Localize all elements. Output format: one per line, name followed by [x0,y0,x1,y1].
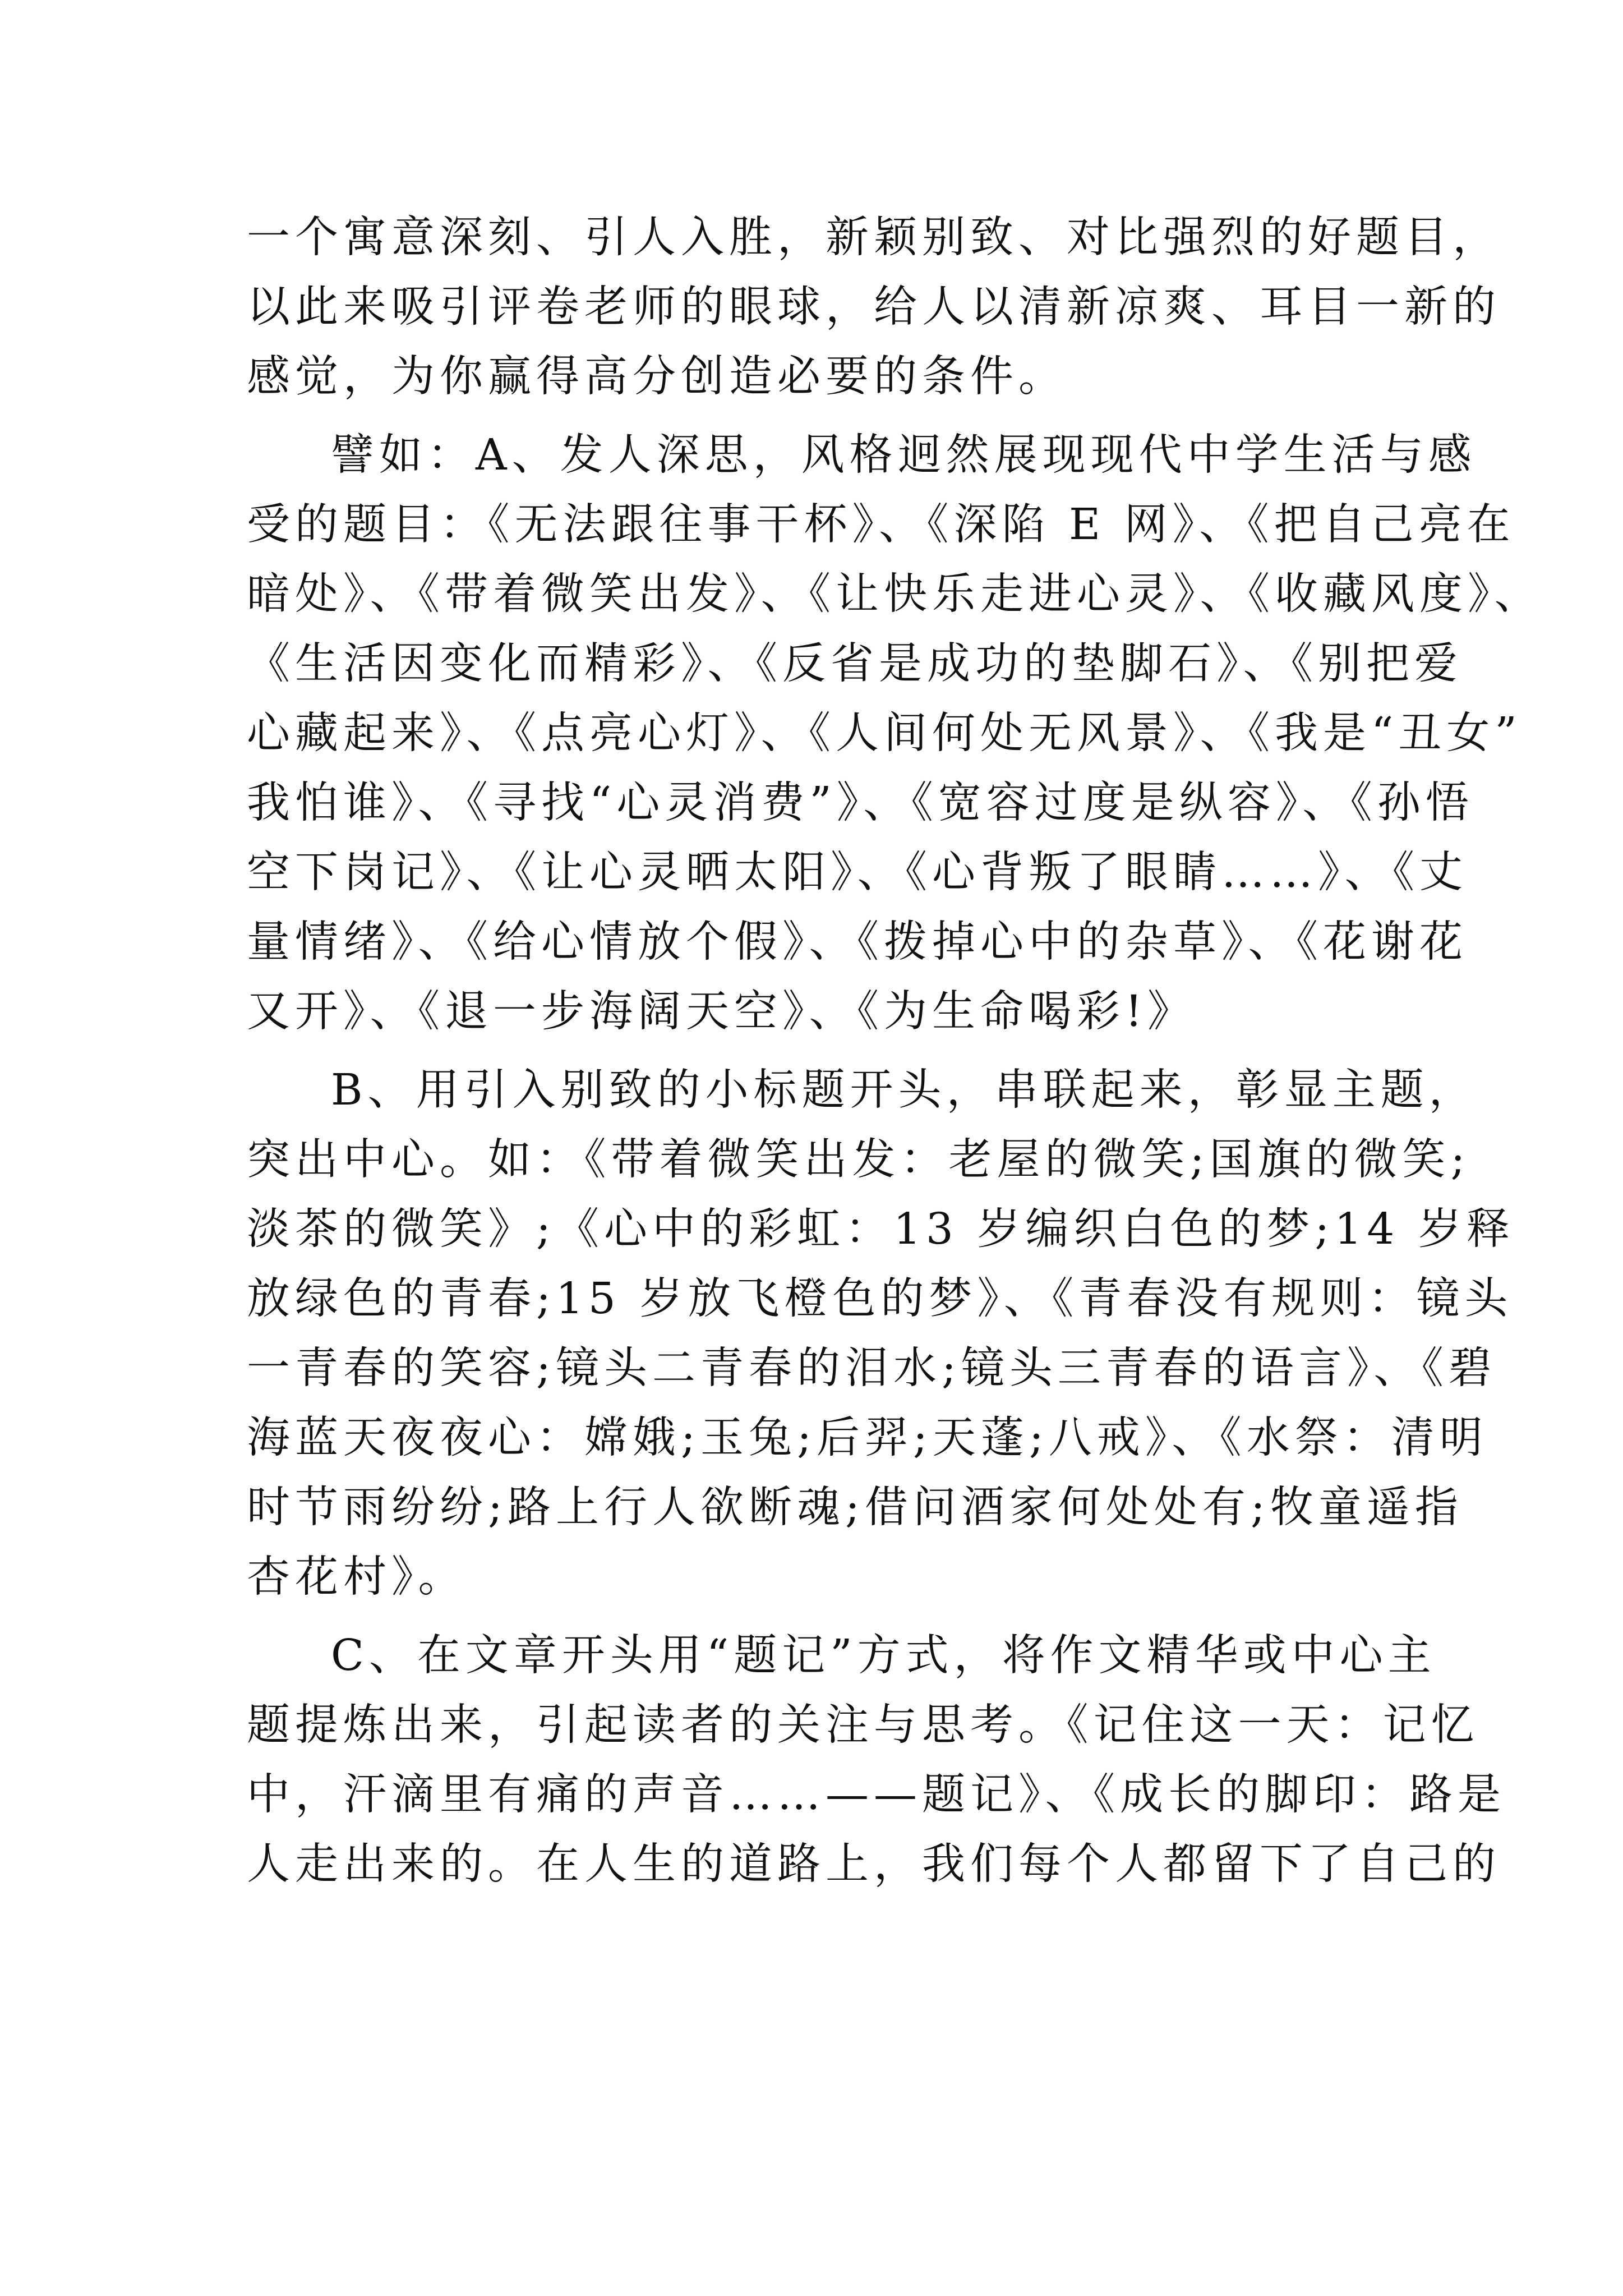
text-line: 时节雨纷纷;路上行人欲断魂;借问酒家何处处有;牧童遥指 [247,1483,1463,1533]
document-body [247,203,1543,1899]
text-line: 一个寓意深刻、引人入胜，新颖别致、对比强烈的好题目， [247,213,1501,263]
text-line: B、用引入别致的小标题开头，串联起来，彰显主题， [331,1065,1477,1115]
text-line: 题提炼出来，引起读者的关注与思考。《记住这一天：记忆 [247,1700,1479,1750]
text-line: 暗处》、《带着微笑出发》、《让快乐走进心灵》、《收藏风度》、 [247,569,1543,619]
text-line: 以此来吸引评卷老师的眼球，给人以清新凉爽、耳目一新的 [247,282,1501,332]
text-line: 感觉，为你赢得高分创造必要的条件。 [247,352,1067,402]
text-line: 空下岗记》、《让心灵晒太阳》、《心背叛了眼睛……》、《丈 [247,848,1468,898]
text-line: 量情绪》、《给心情放个假》、《拨掉心中的杂草》、《花谢花 [247,917,1468,967]
text-line: 一青春的笑容;镜头二青春的泪水;镜头三青春的语言》、《碧 [247,1343,1497,1393]
text-line: 杏花村》。 [247,1552,467,1602]
text-line: C、在文章开头用“题记”方式，将作文精华或中心主 [331,1631,1436,1681]
text-line: 放绿色的青春;15 岁放飞橙色的梦》、《青春没有规则：镜头 [247,1274,1513,1324]
text-line: 譬如：A、发人深思，风格迥然展现现代中学生活与感 [331,430,1477,480]
text-line: 受的题目：《无法跟往事干杯》、《深陷 E 网》、《把自己亮在 [247,500,1515,550]
text-line: 又开》、《退一步海阔天空》、《为生命喝彩!》 [247,987,1196,1037]
text-line: 突出中心。如：《带着微笑出发：老屋的微笑;国旗的微笑; [247,1135,1470,1185]
text-line: 淡茶的微笑》;《心中的彩虹：13 岁编织白色的梦;14 岁释 [247,1204,1515,1254]
text-line: 我怕谁》、《寻找“心灵消费”》、《宽容过度是纵容》、《孙悟 [247,778,1474,828]
text-line: 心藏起来》、《点亮心灯》、《人间何处无风景》、《我是“丑女” [247,708,1522,758]
text-line: 《生活因变化而精彩》、《反省是成功的垫脚石》、《别把爱 [247,639,1463,689]
text-line: 人走出来的。在人生的道路上，我们每个人都留下了自己的 [247,1839,1501,1889]
text-line: 中，汗滴里有痛的声音……——题记》、《成长的脚印：路是 [247,1770,1506,1820]
text-line: 海蓝天夜夜心：嫦娥;玉兔;后羿;天蓬;八戒》、《水祭：清明 [247,1413,1488,1463]
